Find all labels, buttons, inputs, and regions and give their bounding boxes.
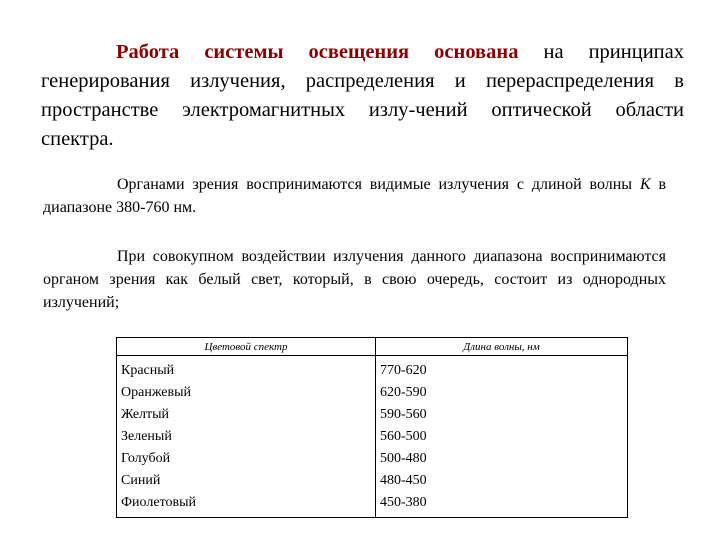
table-row — [117, 404, 628, 426]
table-row — [117, 448, 628, 470]
color-name-cell: Голубой — [117, 448, 376, 470]
color-name-cell: Желтый — [117, 404, 376, 426]
header-color-spectrum: Цветовой спектр — [117, 338, 376, 356]
color-name-cell: Фиолетовый — [117, 492, 376, 518]
color-name-cell: Синий — [117, 470, 376, 492]
wavelength-cell: 480-450 — [376, 470, 628, 492]
color-name-cell: Красный — [117, 356, 376, 383]
paragraph-lead: Работа системы освещения основана — [116, 41, 519, 63]
paragraph-vision-range — [43, 173, 666, 219]
wavelength-symbol: К — [639, 176, 651, 193]
paragraph2-part1: Органами зрения воспринимаются видимые излучения с длиной волны — [117, 176, 640, 193]
table-header-row — [117, 338, 628, 356]
table-row — [117, 426, 628, 448]
color-name-cell: Оранжевый — [117, 382, 376, 404]
table-row — [117, 382, 628, 404]
table-row — [117, 470, 628, 492]
spectrum-table — [116, 337, 628, 518]
table-row — [117, 356, 628, 383]
wavelength-cell: 590-560 — [376, 404, 628, 426]
paragraph-lighting-principles — [41, 38, 684, 154]
paragraph-rest: на принципах генерирования излучения, распределения и перераспределения в пространстве электромагнитных излу-чений оптической области спектра. — [41, 41, 684, 150]
table-row — [117, 492, 628, 518]
paragraph2-part2: в диапазоне 380-760 нм. — [43, 176, 666, 216]
wavelength-cell: 450-380 — [376, 492, 628, 518]
header-wavelength: Длина волны, нм — [376, 338, 628, 356]
wavelength-cell: 770-620 — [376, 356, 628, 383]
paragraph-white-light — [43, 245, 666, 314]
wavelength-cell: 500-480 — [376, 448, 628, 470]
paragraph3-text: При совокупном воздействии излучения данного диапазона воспринимаются органом зрения как белый свет, который, в свою очередь, состоит из однородных излучений; — [43, 248, 666, 311]
color-name-cell: Зеленый — [117, 426, 376, 448]
wavelength-cell: 560-500 — [376, 426, 628, 448]
wavelength-cell: 620-590 — [376, 382, 628, 404]
